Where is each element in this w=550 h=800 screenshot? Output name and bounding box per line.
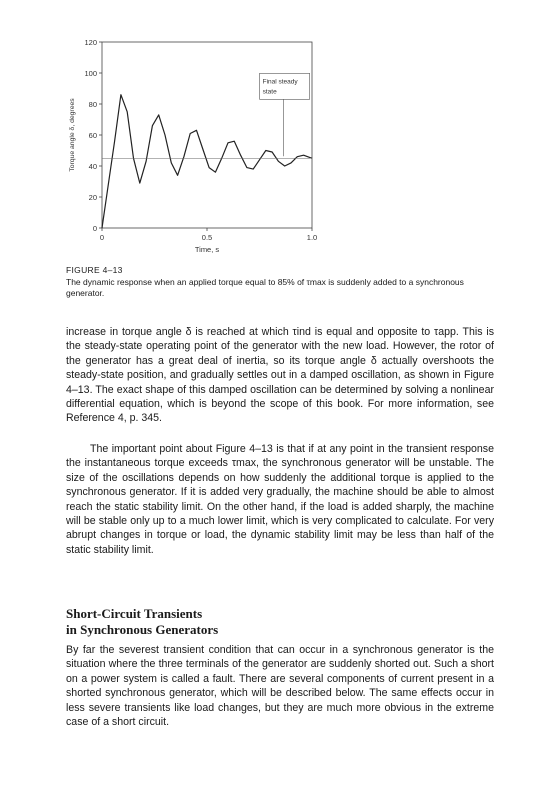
x-tick-label: 0.5 <box>201 233 213 242</box>
figure-caption-label: FIGURE 4–13 <box>66 265 123 275</box>
section-heading <box>66 606 218 638</box>
y-tick-label: 100 <box>84 69 97 78</box>
annotation-box <box>260 73 310 99</box>
chart-labels <box>69 38 317 254</box>
annotation-text: Final steady <box>262 78 298 86</box>
x-tick-label: 0 <box>99 233 105 242</box>
body-paragraph-2: The important point about Figure 4–13 is that if at any point in the transient response the instantaneous torque exceeds τmax, the synchronous generator will be unstable. The size of the oscillations depends on how suddenly the additional torque is applied to the synchronous generator. If it is added very gradually, the machine should be able to almost reach the static stability limit. On the other hand, if the load is added sharply, the machine will be stable only up to a much lower limit, which is very complicated to calculate. For very abrupt changes in torque or load, the dynamic stability limit may be less than half of the static stability limit. <box>66 443 494 556</box>
body-paragraph-1: increase in torque angle δ is reached at which τind is equal and opposite to τapp. This is the steady-state operating point of the generator with the new load. However, the rotor of the generator has a great deal of inertia, so its torque angle δ actually overshoots the steady-state position, and gradually settles out in a damped oscillation, as shown in Figure 4–13. The exact shape of this damped oscillation can be determined by solving a nonlinear differential equation, which is beyond the scope of this book. For more information, see Reference 4, p. 345. <box>66 326 494 425</box>
x-axis-label: Time, s <box>194 245 220 254</box>
y-tick-label: 80 <box>88 100 97 109</box>
y-tick-label: 120 <box>84 38 97 47</box>
plot-frame <box>102 42 312 228</box>
torque-angle-chart <box>60 30 340 260</box>
section-heading-line-2: in Synchronous Generators <box>66 622 219 637</box>
section-heading-line-1: Short-Circuit Transients <box>66 606 203 621</box>
y-tick-label: 20 <box>88 193 97 202</box>
y-tick-label: 40 <box>88 162 97 171</box>
chart-marks <box>102 73 312 228</box>
x-tick-label: 1.0 <box>306 233 318 242</box>
body-paragraph-3: By far the severest transient condition that can occur in a synchronous generator is the situation where the three terminals of the generator are suddenly shorted out. Such a short on a power system is called a fault. There are several components of current present in a shorted synchronous generator, which will be described below. The same effects occur in less severe transients like load changes, but they are much more obvious in the extreme case of a short circuit. <box>66 644 494 729</box>
annotation-text: state <box>262 88 277 96</box>
y-tick-label: 60 <box>88 131 97 140</box>
torque-angle-curve <box>102 95 312 228</box>
y-axis-label: Torque angle δ, degrees <box>69 98 76 172</box>
figure-caption-text: The dynamic response when an applied torque equal to 85% of τmax is suddenly added to a synchronous generator. <box>66 277 464 298</box>
y-tick-label: 0 <box>92 224 97 233</box>
